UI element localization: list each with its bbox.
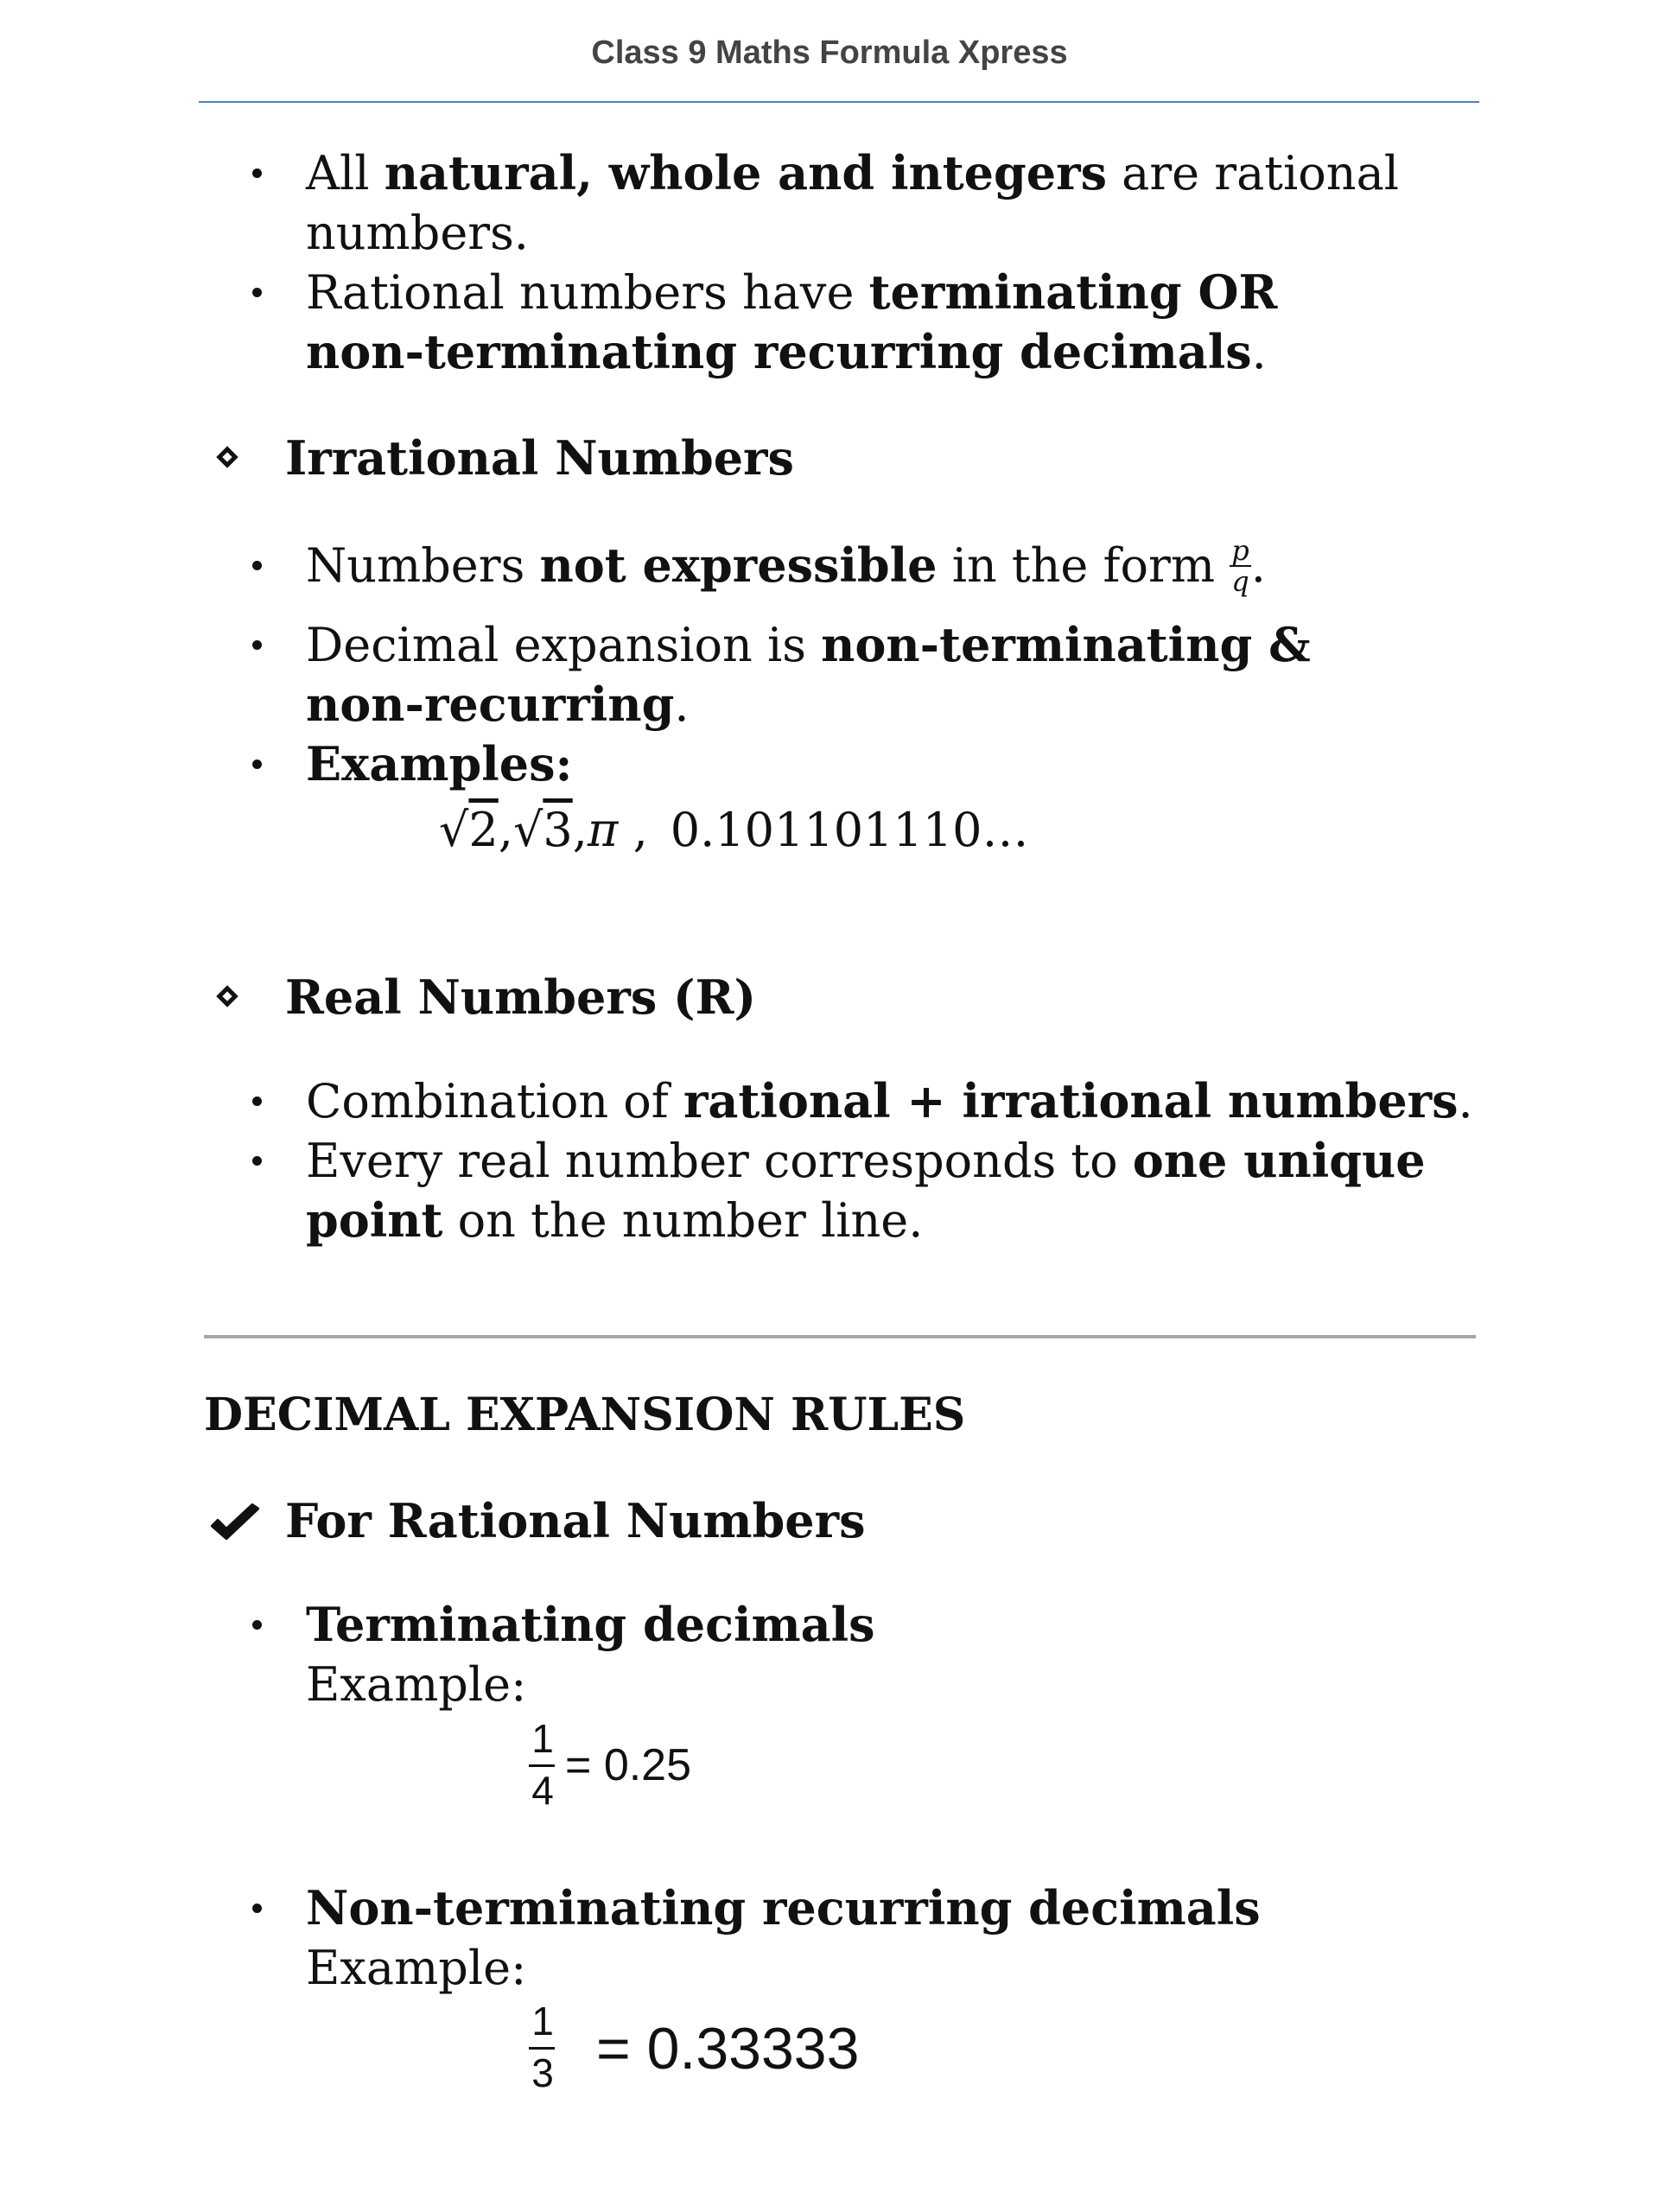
item-bold: one unique point bbox=[306, 1133, 1426, 1248]
fraction-denominator: 4 bbox=[531, 1768, 554, 1813]
item-bold: rational + irrational numbers bbox=[683, 1073, 1459, 1128]
list-item bbox=[252, 734, 1479, 794]
item-bold: Non-terminating recurring decimals bbox=[306, 1880, 1261, 1936]
separator: , bbox=[618, 803, 648, 857]
item-bold: not expressible bbox=[539, 537, 938, 593]
item-text: Every real number corresponds to bbox=[306, 1134, 1133, 1188]
sqrt-symbol: √ bbox=[439, 803, 469, 857]
item-text: . bbox=[674, 677, 690, 732]
irrational-bullet-list bbox=[252, 536, 1479, 794]
separator: , bbox=[572, 803, 588, 857]
section-title: Real Numbers (R) bbox=[285, 969, 757, 1025]
decimal-rules-heading: DECIMAL EXPANSION RULES bbox=[204, 1389, 966, 1441]
page-header-title: Class 9 Maths Formula Xpress bbox=[591, 35, 1068, 71]
item-text: All bbox=[306, 146, 385, 200]
section-divider bbox=[204, 1335, 1476, 1338]
item-text: on the number line. bbox=[442, 1193, 924, 1248]
list-item bbox=[252, 615, 1479, 734]
irrational-heading bbox=[219, 429, 794, 488]
sqrt-symbol: √ bbox=[512, 803, 543, 857]
fraction-denominator: 3 bbox=[531, 2050, 554, 2095]
bullet-icon bbox=[252, 1620, 262, 1630]
real-heading bbox=[219, 968, 756, 1027]
item-text: Rational numbers have bbox=[306, 265, 869, 320]
item-bold: Terminating decimals bbox=[306, 1597, 875, 1652]
item-text: in the form bbox=[937, 538, 1230, 593]
section-title: For Rational Numbers bbox=[285, 1493, 866, 1548]
list-item bbox=[252, 263, 1479, 382]
fraction-denominator: q bbox=[1231, 565, 1249, 598]
item-bold: Examples: bbox=[306, 736, 573, 791]
decimal-example: 0.101101110… bbox=[670, 803, 1029, 857]
item-bold: natural, whole and integers bbox=[384, 145, 1107, 200]
radicand: 2 bbox=[468, 803, 499, 857]
bullet-icon bbox=[252, 1096, 262, 1106]
fraction-result: = 0.25 bbox=[565, 1740, 692, 1790]
checkmark-icon bbox=[209, 1503, 261, 1543]
terminating-fraction-example bbox=[525, 1715, 715, 1827]
list-item bbox=[252, 1131, 1479, 1250]
list-item bbox=[252, 143, 1479, 263]
item-text: Numbers bbox=[306, 538, 540, 593]
bullet-icon bbox=[252, 1904, 262, 1913]
list-item bbox=[252, 536, 1479, 615]
section-title: Irrational Numbers bbox=[285, 430, 794, 486]
item-text: . bbox=[1458, 1074, 1473, 1128]
fraction-result: = 0.33333 bbox=[596, 2016, 860, 2082]
irrational-examples bbox=[439, 800, 1028, 861]
bullet-icon bbox=[252, 760, 262, 769]
bullet-icon bbox=[252, 640, 262, 650]
real-bullet-list bbox=[252, 1071, 1479, 1250]
bullet-icon bbox=[252, 168, 262, 178]
item-text: are rational numbers. bbox=[306, 146, 1400, 260]
pi-symbol: π bbox=[587, 803, 619, 857]
radicand: 3 bbox=[543, 803, 573, 857]
rational-bullet-list bbox=[252, 143, 1479, 382]
separator: , bbox=[498, 803, 513, 857]
recurring-fraction-example bbox=[525, 1998, 888, 2110]
item-bold: terminating OR non-terminating recurring decimals bbox=[306, 264, 1278, 379]
item-text: . bbox=[1251, 325, 1267, 379]
terminating-bullet-list bbox=[252, 1595, 1479, 1714]
fraction-numerator: 1 bbox=[531, 1999, 554, 2044]
list-item bbox=[252, 1878, 1479, 1998]
example-label: Example: bbox=[306, 1941, 527, 1995]
recurring-bullet-list bbox=[252, 1878, 1479, 1998]
item-text: Combination of bbox=[306, 1074, 683, 1128]
fraction-p-over-q bbox=[1230, 536, 1250, 596]
bullet-icon bbox=[252, 1156, 262, 1166]
fraction-numerator: p bbox=[1231, 534, 1249, 567]
fraction-numerator: 1 bbox=[531, 1716, 554, 1761]
bullet-icon bbox=[252, 561, 262, 570]
bullet-icon bbox=[252, 288, 262, 297]
rational-rules-subheading bbox=[219, 1491, 866, 1551]
item-text: . bbox=[1250, 538, 1266, 593]
list-item bbox=[252, 1071, 1479, 1131]
example-label: Example: bbox=[306, 1657, 527, 1712]
header-rule bbox=[199, 101, 1479, 103]
list-item bbox=[252, 1595, 1479, 1714]
item-bold: non-terminating & non-recurring bbox=[306, 617, 1311, 732]
item-text: Decimal expansion is bbox=[306, 618, 822, 672]
